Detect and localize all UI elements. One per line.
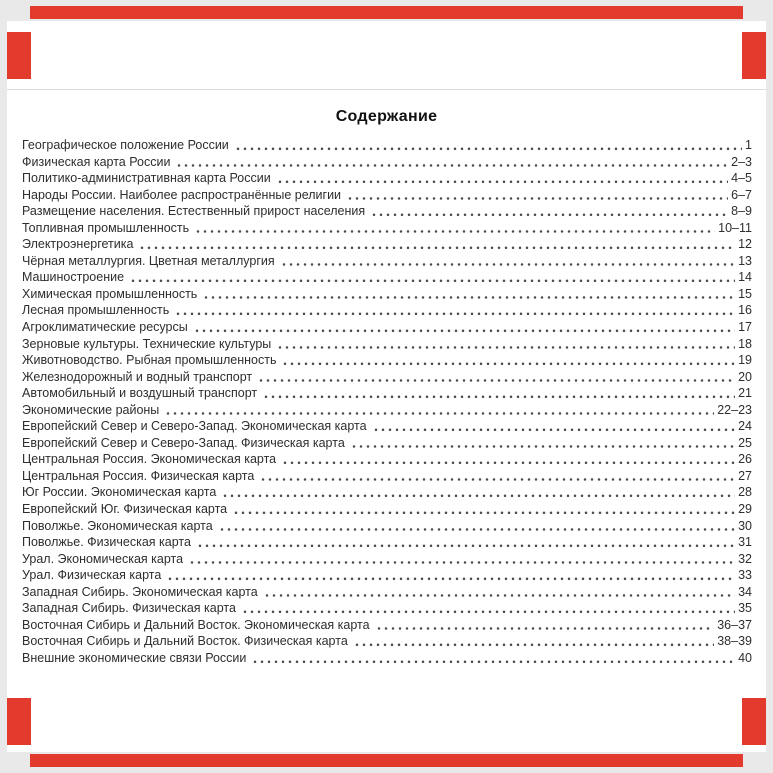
toc-entry (22, 501, 752, 518)
toc-entry (22, 402, 752, 419)
dot-leader (282, 451, 735, 468)
toc-entry-page: 20 (738, 369, 752, 384)
toc-entry-page: 14 (738, 270, 752, 285)
dot-leader (258, 369, 735, 386)
toc-entry-label: Физическая карта России (22, 154, 171, 169)
dot-leader (373, 418, 736, 435)
toc-entry-label: Размещение населения. Естественный прирост населения (22, 204, 366, 219)
toc-entry-label: Автомобильный и воздушный транспорт (22, 386, 258, 401)
toc-entry (22, 253, 752, 270)
toc-entry-page: 22–23 (717, 402, 752, 417)
red-cover-band-top (30, 6, 743, 19)
toc-entry-page: 24 (738, 419, 752, 434)
red-cover-mark-bottom-left (7, 698, 31, 745)
toc-entry-page: 34 (738, 584, 752, 599)
toc-entry (22, 468, 752, 485)
page-title: Содержание (335, 108, 438, 125)
toc-entry-label: Восточная Сибирь и Дальний Восток. Экономическая карта (22, 617, 370, 632)
dot-leader (263, 385, 735, 402)
toc-entry-label: Восточная Сибирь и Дальний Восток. Физическая карта (22, 634, 348, 649)
dot-leader (376, 617, 715, 634)
toc-entry-page: 15 (738, 286, 752, 301)
dot-leader (347, 187, 728, 204)
toc-entry-page: 2–3 (731, 154, 752, 169)
toc-entry-label: Животноводство. Рыбная промышленность (22, 353, 277, 368)
toc-entry-label: Внешние экономические связи России (22, 650, 247, 665)
toc-entry-page: 31 (738, 535, 752, 550)
toc-entry (22, 220, 752, 237)
dot-leader (203, 286, 735, 303)
toc-entry (22, 600, 752, 617)
toc-entry (22, 236, 752, 253)
toc-entry (22, 617, 752, 634)
dot-leader (197, 534, 735, 551)
toc-entry (22, 584, 752, 601)
red-cover-mark-bottom-right (742, 698, 766, 745)
dot-leader (281, 253, 735, 270)
red-cover-mark-top-right (742, 32, 766, 79)
toc-entry-label: Центральная Россия. Физическая карта (22, 468, 255, 483)
toc-entry-label: Химическая промышленность (22, 286, 198, 301)
toc-list (22, 137, 752, 667)
toc-entry-label: Зерновые культуры. Технические культуры (22, 336, 272, 351)
toc-entry-page: 12 (738, 237, 752, 252)
dot-leader (222, 484, 735, 501)
dot-leader (194, 319, 735, 336)
dot-leader (260, 468, 735, 485)
toc-entry-page: 8–9 (731, 204, 752, 219)
toc-entry-page: 33 (738, 568, 752, 583)
toc-entry-label: Электроэнергетика (22, 237, 134, 252)
toc-entry (22, 385, 752, 402)
toc-entry (22, 170, 752, 187)
toc-entry-page: 35 (738, 601, 752, 616)
dot-leader (235, 137, 742, 154)
toc-entry-label: Железнодорожный и водный транспорт (22, 369, 253, 384)
dot-leader (354, 633, 714, 650)
toc-entry-label: Европейский Север и Северо-Запад. Физическая карта (22, 435, 345, 450)
toc-entry-label: Машиностроение (22, 270, 125, 285)
dot-leader (277, 170, 728, 187)
toc-entry-label: Лесная промышленность (22, 303, 170, 318)
toc-entry (22, 154, 752, 171)
toc-entry (22, 567, 752, 584)
toc-entry-page: 17 (738, 320, 752, 335)
red-cover-mark-top-left (7, 32, 31, 79)
toc-entry (22, 451, 752, 468)
toc-entry-page: 26 (738, 452, 752, 467)
toc-entry-label: Агроклиматические ресурсы (22, 320, 188, 335)
toc-entry (22, 551, 752, 568)
toc-entry-page: 28 (738, 485, 752, 500)
dot-leader (175, 302, 735, 319)
dot-leader (282, 352, 735, 369)
toc-entry-label: Западная Сибирь. Физическая карта (22, 601, 236, 616)
toc-entry-label: Чёрная металлургия. Цветная металлургия (22, 253, 275, 268)
dot-leader (264, 584, 735, 601)
dot-leader (165, 402, 714, 419)
toc-entry-label: Политико-административная карта России (22, 171, 271, 186)
toc-entry (22, 418, 752, 435)
toc-entry (22, 269, 752, 286)
toc-entry-label: Европейский Юг. Физическая карта (22, 502, 228, 517)
dot-leader (242, 600, 735, 617)
toc-entry-page: 30 (738, 518, 752, 533)
toc-entry-label: Европейский Север и Северо-Запад. Экономическая карта (22, 419, 367, 434)
toc-entry-page: 21 (738, 386, 752, 401)
toc-entry-label: Топливная промышленность (22, 220, 190, 235)
toc-entry-page: 29 (738, 502, 752, 517)
toc-entry (22, 336, 752, 353)
toc-entry-page: 10–11 (718, 220, 752, 235)
toc-entry (22, 484, 752, 501)
toc-entry (22, 633, 752, 650)
toc-entry-label: Урал. Экономическая карта (22, 551, 184, 566)
toc-entry (22, 319, 752, 336)
dot-leader (233, 501, 735, 518)
dot-leader (351, 435, 735, 452)
toc-entry-label: Западная Сибирь. Экономическая карта (22, 584, 258, 599)
toc-entry (22, 302, 752, 319)
toc-entry-label: Экономические районы (22, 402, 160, 417)
toc-entry-page: 36–37 (717, 617, 752, 632)
toc-entry-page: 27 (738, 468, 752, 483)
toc-entry (22, 518, 752, 535)
toc-entry-label: Юг России. Экономическая карта (22, 485, 217, 500)
toc-entry (22, 369, 752, 386)
toc-entry-label: Центральная Россия. Экономическая карта (22, 452, 277, 467)
toc-entry-page: 18 (738, 336, 752, 351)
toc-entry (22, 187, 752, 204)
dot-leader (130, 269, 735, 286)
toc-entry (22, 650, 752, 667)
dot-leader (167, 567, 735, 584)
dot-leader (371, 203, 728, 220)
red-cover-band-bottom (30, 754, 743, 767)
toc-entry (22, 203, 752, 220)
toc-entry-page: 4–5 (731, 171, 752, 186)
toc-entry-label: Поволжье. Экономическая карта (22, 518, 213, 533)
toc-entry-label: Народы России. Наиболее распространённые религии (22, 187, 342, 202)
toc-entry-label: Урал. Физическая карта (22, 568, 162, 583)
dot-leader (252, 650, 735, 667)
toc-entry-page: 1 (745, 138, 752, 152)
dot-leader (176, 154, 728, 171)
toc-entry-label: Поволжье. Физическая карта (22, 535, 191, 550)
page-edge-crease (7, 89, 766, 90)
toc-entry (22, 435, 752, 452)
toc-entry-page: 32 (738, 551, 752, 566)
toc-entry-page: 6–7 (731, 187, 752, 202)
toc-entry-page: 19 (738, 353, 752, 368)
toc-entry-page: 40 (738, 650, 752, 665)
toc-entry-page: 16 (738, 303, 752, 318)
dot-leader (277, 336, 735, 353)
toc-entry (22, 352, 752, 369)
dot-leader (189, 551, 735, 568)
dot-leader (219, 518, 735, 535)
toc-entry-page: 38–39 (717, 634, 752, 649)
toc-entry-page: 13 (738, 253, 752, 268)
toc-entry (22, 534, 752, 551)
toc-entry (22, 286, 752, 303)
dot-leader (195, 220, 715, 237)
toc-entry-label: Географическое положение России (22, 138, 229, 152)
toc-entry-page: 25 (738, 435, 752, 450)
dot-leader (139, 236, 735, 253)
toc-entry (22, 137, 752, 154)
